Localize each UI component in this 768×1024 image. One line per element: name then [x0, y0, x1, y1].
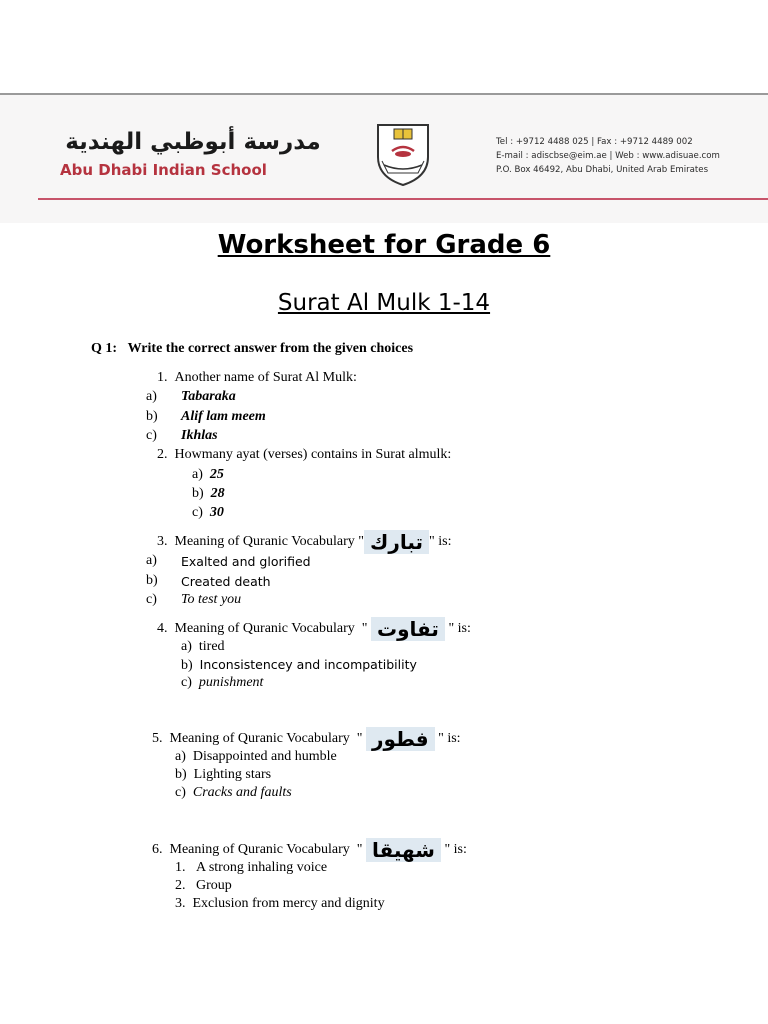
- option-text: 30: [209, 505, 224, 520]
- item-3-question: 3. Meaning of Quranic Vocabulary " تبارك " is:: [157, 530, 452, 554]
- option-marker: a): [192, 467, 203, 482]
- option-marker: a): [146, 553, 157, 568]
- option-text: Group: [196, 878, 232, 893]
- option-text: Lighting stars: [193, 767, 272, 782]
- option-text: Exclusion from mercy and dignity: [192, 896, 385, 911]
- option-marker: 1.: [175, 860, 186, 875]
- item-text: Meaning of Quranic Vocabulary: [169, 731, 350, 746]
- option-text: Disappointed and humble: [192, 749, 337, 764]
- option-marker: 3.: [175, 896, 186, 911]
- item-4-option-c: [181, 675, 263, 691]
- item-5-question: 5. Meaning of Quranic Vocabulary " فطور " is:: [152, 727, 461, 751]
- option-marker: c): [146, 592, 157, 607]
- item-2-option-c: [192, 505, 224, 521]
- question-1-label: Q 1:: [91, 341, 118, 356]
- item-suffix: is:: [447, 731, 461, 746]
- item-number: 3.: [157, 534, 168, 549]
- item-1-option-b: [146, 409, 158, 425]
- arabic-vocabulary-word: شهيقا: [366, 838, 441, 862]
- item-3-option-b: [146, 573, 158, 589]
- option-marker: a): [146, 389, 157, 404]
- option-marker: b): [146, 409, 158, 424]
- item-4-option-b: [181, 657, 417, 674]
- arabic-vocabulary-word: تبارك: [364, 530, 429, 554]
- question-1-heading: [91, 341, 413, 357]
- item-text: Meaning of Quranic Vocabulary: [169, 842, 350, 857]
- item-text: Another name of Surat Al Mulk:: [174, 370, 357, 385]
- item-4-option-a: [181, 639, 225, 655]
- option-marker: b): [146, 573, 158, 588]
- option-marker: c): [181, 675, 192, 690]
- item-number: 5.: [152, 731, 163, 746]
- item-6-option-3: [175, 896, 385, 912]
- item-3-option-b-text: Created death: [181, 574, 271, 589]
- option-marker: 2.: [175, 878, 186, 893]
- option-text: 25: [209, 467, 224, 482]
- item-4-question: 4. Meaning of Quranic Vocabulary " تفاوت " is:: [157, 617, 471, 641]
- item-number: 2.: [157, 447, 168, 462]
- item-1-option-b-text: Alif lam meem: [181, 409, 266, 424]
- item-number: 1.: [157, 370, 168, 385]
- letterhead-bottom-rule: [38, 198, 768, 200]
- option-marker: b): [175, 767, 187, 782]
- item-1-option-a-text: Tabaraka: [181, 389, 236, 404]
- item-suffix: is:: [457, 621, 471, 636]
- school-crest-logo: [374, 121, 432, 187]
- option-marker: c): [146, 428, 157, 443]
- arabic-vocabulary-word: تفاوت: [371, 617, 445, 641]
- item-5-option-c: [175, 785, 292, 801]
- item-2-question: [157, 447, 451, 463]
- option-text: tired: [198, 639, 225, 654]
- item-3-option-c: [146, 592, 157, 608]
- option-text: Inconsistencey and incompatibility: [199, 657, 417, 672]
- item-3-option-a: [146, 553, 157, 569]
- contact-address: P.O. Box 46492, Abu Dhabi, United Arab Emirates: [496, 165, 709, 175]
- item-number: 6.: [152, 842, 163, 857]
- item-2-option-a: [192, 467, 224, 483]
- item-number: 4.: [157, 621, 168, 636]
- school-name-english: Abu Dhabi Indian School: [60, 161, 267, 179]
- option-marker: b): [192, 486, 204, 501]
- item-1-option-a: [146, 389, 157, 405]
- option-text: A strong inhaling voice: [196, 860, 328, 875]
- item-suffix: is:: [453, 842, 467, 857]
- item-2-option-b: [192, 486, 225, 502]
- item-6-question: 6. Meaning of Quranic Vocabulary " شهيقا " is:: [152, 838, 467, 862]
- contact-email-web: E-mail : adiscbse@eim.ae | Web : www.adisuae.com: [496, 151, 720, 161]
- item-3-option-c-text: To test you: [181, 592, 242, 607]
- letterhead: [0, 93, 768, 223]
- item-1-option-c: [146, 428, 157, 444]
- item-5-option-b: [175, 767, 271, 783]
- item-3-option-a-text: Exalted and glorified: [181, 554, 311, 569]
- question-1-instruction: Write the correct answer from the given choices: [127, 341, 414, 356]
- option-marker: c): [175, 785, 186, 800]
- letterhead-top-rule: [0, 93, 768, 95]
- worksheet-subtitle: Surat Al Mulk 1-14: [277, 290, 491, 316]
- option-marker: b): [181, 658, 193, 673]
- arabic-vocabulary-word: فطور: [366, 727, 435, 751]
- option-marker: a): [181, 639, 192, 654]
- item-5-option-a: [175, 749, 337, 765]
- worksheet-title: Worksheet for Grade 6: [217, 230, 551, 260]
- option-text: punishment: [198, 675, 264, 690]
- item-suffix: is:: [438, 534, 452, 549]
- item-text: Meaning of Quranic Vocabulary: [174, 621, 355, 636]
- item-text: Meaning of Quranic Vocabulary: [174, 534, 355, 549]
- item-text: Howmany ayat (verses) contains in Surat almulk:: [174, 447, 452, 462]
- contact-phone-fax: Tel : +9712 4488 025 | Fax : +9712 4489 002: [496, 137, 693, 147]
- item-6-option-2: [175, 878, 232, 894]
- school-name-arabic: مدرسة أبوظبي الهندية: [65, 129, 321, 155]
- option-text: Cracks and faults: [192, 785, 292, 800]
- option-text: 28: [210, 486, 225, 501]
- item-1-question: [157, 370, 357, 386]
- option-marker: a): [175, 749, 186, 764]
- item-1-option-c-text: Ikhlas: [181, 428, 218, 443]
- item-6-option-1: [175, 860, 327, 876]
- option-marker: c): [192, 505, 203, 520]
